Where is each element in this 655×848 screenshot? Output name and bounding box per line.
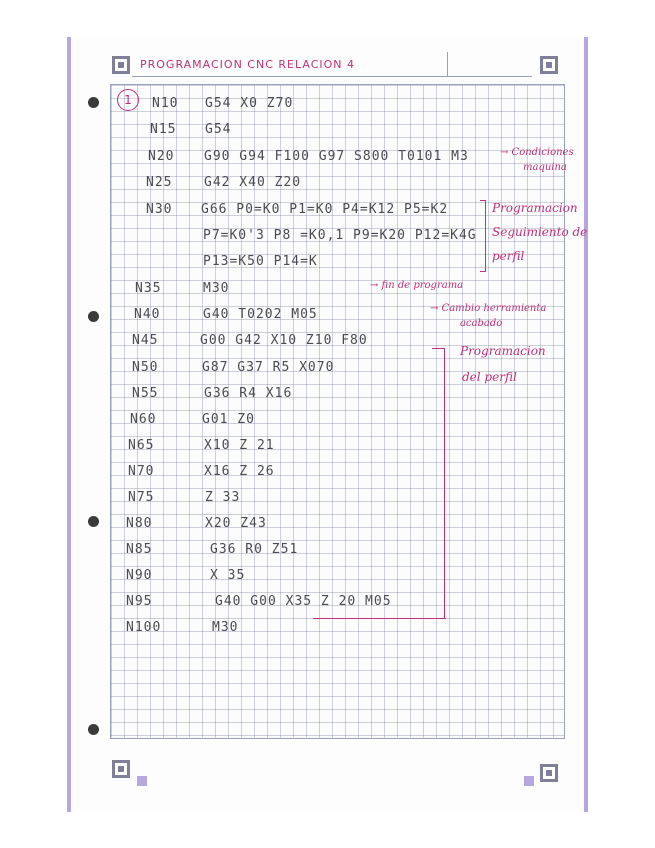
note-prog-perfil-2: del perfil bbox=[462, 370, 517, 384]
purple-square-right bbox=[524, 776, 534, 786]
block-number: N75 bbox=[128, 490, 155, 505]
block-number: N15 bbox=[150, 122, 177, 137]
note-prog-seg-1: Programacion bbox=[492, 201, 578, 215]
block-code: G90 G94 F100 G97 S800 T0101 M3 bbox=[204, 149, 469, 164]
block-number: N25 bbox=[146, 175, 173, 190]
note-cambio-1: → Cambio herramienta bbox=[430, 303, 547, 314]
note-maquina: maquina bbox=[523, 162, 567, 173]
block-code: X20 Z43 bbox=[205, 516, 267, 531]
binder-hole bbox=[88, 724, 99, 735]
block-number: N95 bbox=[126, 594, 153, 609]
block-number: N70 bbox=[128, 464, 155, 479]
block-code: G00 G42 X10 Z10 F80 bbox=[200, 333, 368, 348]
binder-hole bbox=[88, 97, 99, 108]
corner-mark-bottom-left bbox=[112, 760, 130, 778]
binder-hole bbox=[88, 516, 99, 527]
block-code: X 35 bbox=[210, 568, 246, 583]
block-number: N20 bbox=[148, 149, 175, 164]
block-code: G87 G37 R5 X070 bbox=[202, 360, 335, 375]
block-code: P7=K0'3 P8 =K0,1 P9=K20 P12=K4G bbox=[203, 228, 477, 243]
block-code: M30 bbox=[203, 281, 230, 296]
block-number: N90 bbox=[126, 568, 153, 583]
binder-hole bbox=[88, 311, 99, 322]
block-code: X16 Z 26 bbox=[204, 464, 275, 479]
block-code: G01 Z0 bbox=[202, 412, 255, 427]
block-code: P13=K50 P14=K bbox=[203, 254, 318, 269]
block-code: G42 X40 Z20 bbox=[204, 175, 302, 190]
note-condiciones: → Condiciones bbox=[500, 147, 574, 158]
block-code: G40 T0202 M05 bbox=[203, 307, 318, 322]
corner-mark-top-left bbox=[112, 56, 130, 74]
block-code: M30 bbox=[212, 620, 239, 635]
block-number: N10 bbox=[152, 96, 179, 111]
block-code: G36 R0 Z51 bbox=[210, 542, 299, 557]
block-number: N100 bbox=[126, 620, 162, 635]
block-code: Z 33 bbox=[205, 490, 241, 505]
bracket-perfil-bottom bbox=[313, 618, 446, 619]
note-prog-seg-2: Seguimiento de bbox=[492, 225, 588, 239]
note-cambio-2: acabado bbox=[460, 318, 503, 329]
block-number: N30 bbox=[146, 202, 173, 217]
header-date-box bbox=[447, 52, 532, 77]
corner-mark-bottom-right bbox=[540, 764, 558, 782]
block-number: N80 bbox=[126, 516, 153, 531]
grid-paper bbox=[110, 84, 565, 739]
note-prog-perfil-1: Programacion bbox=[460, 344, 546, 358]
block-number: N40 bbox=[134, 307, 161, 322]
block-code: X10 Z 21 bbox=[204, 438, 275, 453]
block-number: N35 bbox=[135, 281, 162, 296]
corner-mark-top-right bbox=[540, 56, 558, 74]
block-code: G66 P0=K0 P1=K0 P4=K12 P5=K2 bbox=[201, 202, 449, 217]
note-fin-programa: → fin de programa bbox=[370, 280, 464, 291]
purple-square-left bbox=[137, 776, 147, 786]
bracket-perfil bbox=[432, 348, 445, 619]
block-number: N65 bbox=[128, 438, 155, 453]
note-prog-seg-3: perfil bbox=[492, 249, 525, 263]
block-number: N50 bbox=[132, 360, 159, 375]
block-number: N55 bbox=[132, 386, 159, 401]
block-number: N85 bbox=[126, 542, 153, 557]
block-code: G54 bbox=[205, 122, 232, 137]
exercise-number: 1 bbox=[117, 89, 139, 111]
block-number: N45 bbox=[132, 333, 159, 348]
block-code: G40 G00 X35 Z 20 M05 bbox=[215, 594, 392, 609]
bracket-seguimiento bbox=[480, 200, 486, 272]
block-number: N60 bbox=[130, 412, 157, 427]
block-code: G54 X0 Z70 bbox=[205, 96, 294, 111]
page-title: PROGRAMACION CNC RELACION 4 bbox=[140, 58, 356, 71]
block-code: G36 R4 X16 bbox=[204, 386, 293, 401]
